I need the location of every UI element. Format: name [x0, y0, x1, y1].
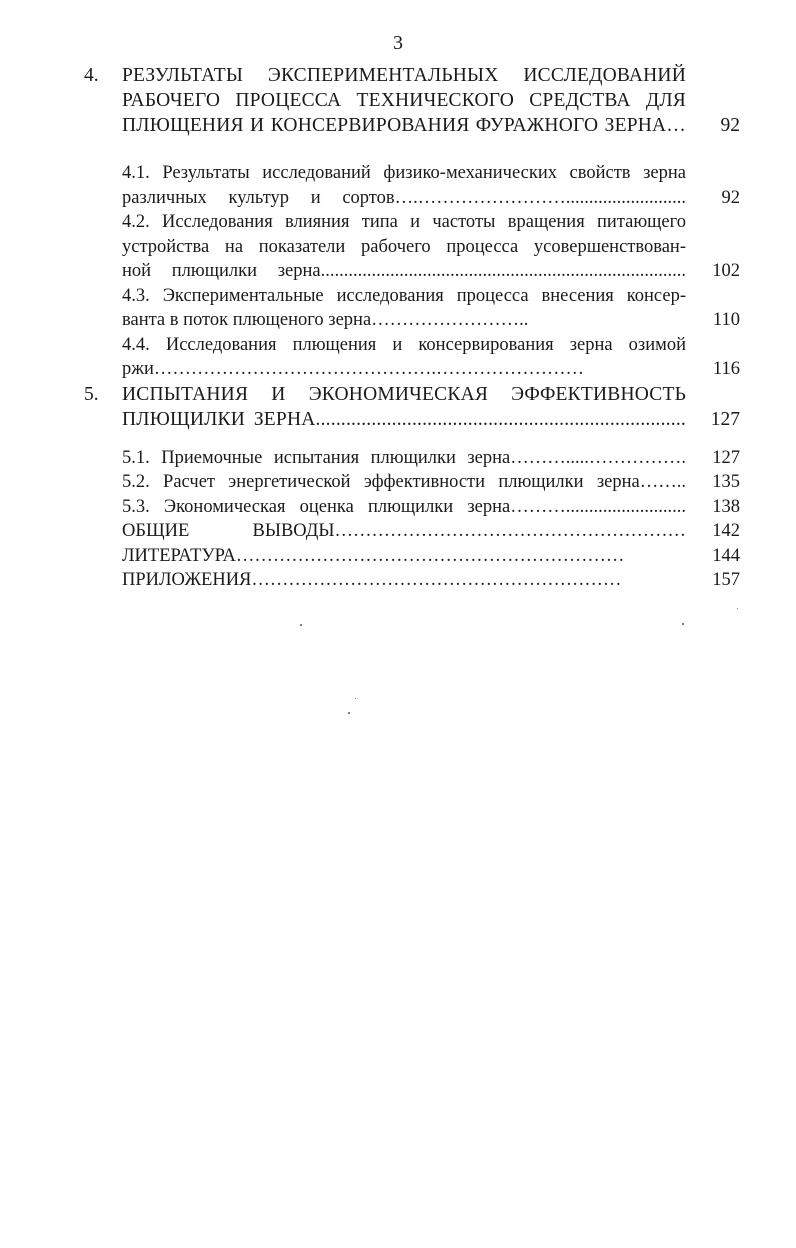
section-title-line-1: ПРИЛОЖЕНИЯ…………………………………………………… — [122, 570, 622, 590]
table-of-contents — [78, 63, 740, 593]
scan-speck — [300, 624, 302, 626]
chapter-title-line-3: ПЛЮЩЕНИЯ И КОНСЕРВИРОВАНИЯ ФУРАЖНОГО ЗЕРНА… — [122, 115, 686, 136]
toc-section-5-2[interactable] — [78, 470, 740, 495]
toc-section-4-4[interactable] — [78, 333, 740, 382]
section-title-line-1: 4.4. Исследования плющения и консервирования зерна озимой — [122, 334, 686, 355]
section-title-line-1: 5.2. Расчет энергетической эффективности плющилки зерна…….. — [122, 472, 686, 492]
toc-page-number: 138 — [712, 496, 740, 517]
toc-section-4-3[interactable] — [78, 284, 740, 333]
chapter-number: 5. — [84, 383, 99, 405]
toc-page-number: 135 — [712, 472, 740, 492]
section-title-line-1: ЛИТЕРАТУРА……………………………………………………… — [122, 545, 625, 566]
toc-section-5-3[interactable] — [78, 495, 740, 520]
toc-section-4-2[interactable] — [78, 210, 740, 284]
toc-section-5-1[interactable] — [78, 446, 740, 471]
chapter-title-line-1: РЕЗУЛЬТАТЫ ЭКСПЕРИМЕНТАЛЬНЫХ ИССЛЕДОВАНИЙ — [122, 65, 686, 86]
section-title-line-1: 4.3. Экспериментальные исследования процесса внесения консер- — [122, 285, 686, 306]
section-title-line-1: 5.3. Экономическая оценка плющилки зерна……….......................... — [122, 496, 686, 517]
section-title-line-3: ной плющилки зерна............................................................................... — [122, 261, 686, 281]
scan-speck — [737, 608, 738, 609]
section-title-line-2: ржи……………………………………….…………………… — [122, 359, 585, 379]
chapter-title-line-2: ПЛЮЩИЛКИ ЗЕРНА......................................................................... — [122, 408, 686, 430]
chapter-title-line-1: ИСПЫТАНИЯ И ЭКОНОМИЧЕСКАЯ ЭФФЕКТИВНОСТЬ — [122, 383, 686, 405]
toc-conclusions[interactable] — [78, 519, 740, 544]
toc-page-number: 127 — [712, 447, 740, 468]
chapter-number: 4. — [84, 65, 99, 86]
toc-page-number: 110 — [712, 310, 740, 330]
toc-chapter-5[interactable] — [78, 382, 740, 432]
toc-page-number: 116 — [712, 359, 740, 379]
toc-page-number: 144 — [712, 545, 740, 566]
section-title-line-2: ванта в поток плющеного зерна…………………….. — [122, 310, 529, 330]
chapter-title-line-2: РАБОЧЕГО ПРОЦЕССА ТЕХНИЧЕСКОГО СРЕДСТВА ДЛЯ — [122, 90, 686, 111]
scan-speck — [355, 698, 356, 699]
toc-page-number: 92 — [721, 187, 740, 208]
toc-page-number: 142 — [712, 521, 740, 541]
toc-chapter-4[interactable] — [78, 63, 740, 138]
scan-speck — [682, 623, 684, 625]
toc-references[interactable] — [78, 544, 740, 569]
section-title-line-2: устройства на показатели рабочего процесса усовершенствован- — [122, 236, 686, 257]
page-number: 3 — [393, 32, 403, 54]
section-title-line-1: 5.1. Приемочные испытания плющилки зерна……….....……………. — [122, 447, 686, 468]
toc-appendices[interactable] — [78, 568, 740, 593]
toc-page-number: 92 — [720, 115, 740, 136]
section-title-line-2: различных культур и сортов….…………………….......................... — [122, 187, 686, 208]
toc-page-number: 127 — [710, 408, 740, 430]
section-title-line-1: 4.1. Результаты исследований физико-механических свойств зерна — [122, 163, 686, 183]
section-title-line-1: 4.2. Исследования влияния типа и частоты вращения питающего — [122, 212, 686, 232]
section-title-line-1: ОБЩИЕ ВЫВОДЫ………………………………………………… — [122, 521, 686, 541]
scan-speck — [348, 712, 350, 714]
toc-page-number: 157 — [712, 570, 740, 590]
toc-page-number: 102 — [712, 261, 740, 281]
toc-section-4-1[interactable] — [78, 161, 740, 210]
